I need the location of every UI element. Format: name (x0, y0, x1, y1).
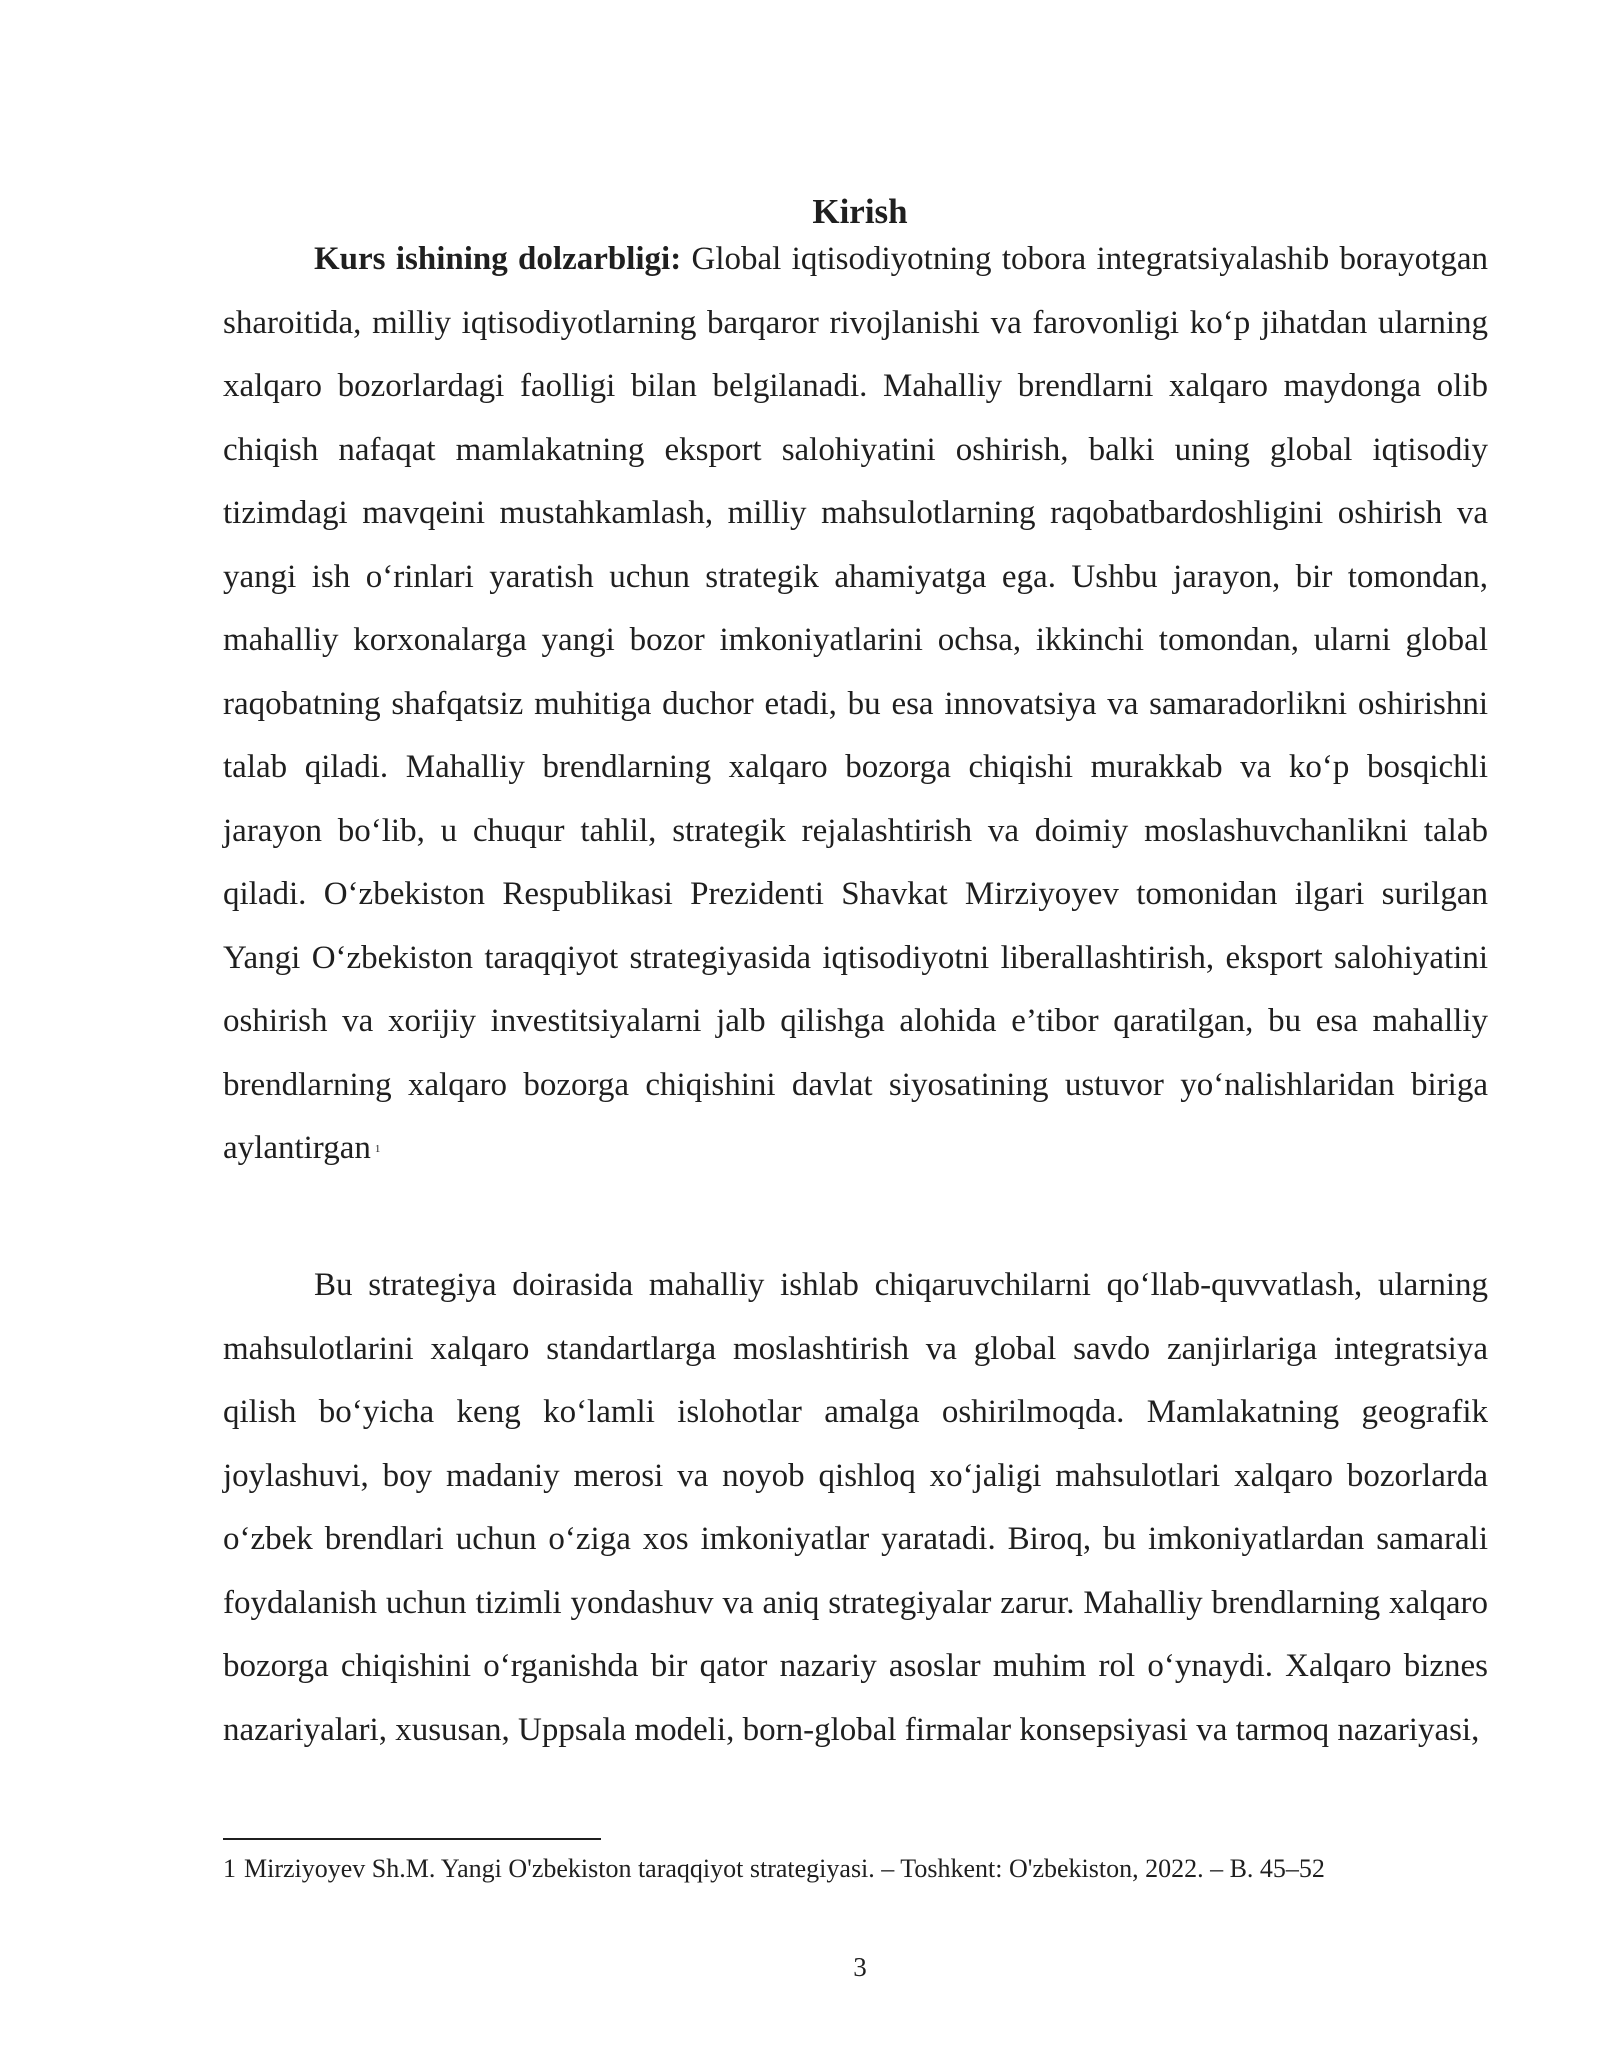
section-heading: Kirish (812, 192, 908, 231)
paragraph-relevance (223, 228, 1488, 1182)
footnote-reference: 1 (374, 1143, 381, 1155)
paragraph-text: Global iqtisodiyotning tobora integratsiyalashib borayotgan sharoitida, milliy iqtisodiyotlarning barqaror rivojlanishi va farovonligi koʻp jihatdan ularning xalqaro bozorlardagi faolligi bilan belgilanadi. Mahalliy brendlarni xalqaro maydonga olib chiqish nafaqat mamlakatning eksport salohiyatini oshirish, balki uning global iqtisodiy tizimdagi mavqeini mustahkamlash, milliy mahsulotlarning raqobatbardoshligini oshirish va yangi ish oʻrinlari yaratish uchun strategik ahamiyatga ega. Ushbu jarayon, bir tomondan, mahalliy korxonalarga yangi bozor imkoniyatlarini ochsa, ikkinchi tomondan, ularni global raqobatning shafqatsiz muhitiga duchor etadi, bu esa innovatsiya va samaradorlikni oshirishni talab qiladi. Mahalliy brendlarning xalqaro bozorga chiqishi murakkab va koʻp bosqichli jarayon boʻlib, u chuqur tahlil, strategik rejalashtirish va doimiy moslashuvchanlikni talab qiladi. Oʻzbekiston Respublikasi Prezidenti Shavkat Mirziyoyev tomonidan ilgari surilgan Yangi Oʻzbekiston taraqqiyot strategiyasida iqtisodiyotni liberallashtirish, eksport salohiyatini oshirish va xorijiy investitsiyalarni jalb qilishga alohida e’tibor qaratilgan, bu esa mahalliy brendlarning xalqaro bozorga chiqishini davlat siyosatining ustuvor yoʻnalishlaridan biriga aylantirgan (223, 241, 1488, 1166)
paragraph-lead-label: Kurs ishining dolzarbligi: (314, 241, 682, 277)
page-number: 3 (853, 1952, 867, 1982)
footnote-number: 1 (223, 1854, 236, 1883)
footnote-separator (223, 1838, 601, 1840)
footnote (223, 1852, 1488, 1886)
paragraph-text: Bu strategiya doirasida mahalliy ishlab chiqaruvchilarni qoʻllab-quvvatlash, ularning mahsulotlarini xalqaro standartlarga moslashtirish va global savdo zanjirlariga integratsiya qilish boʻyicha keng koʻlamli islohotlar amalga oshirilmoqda. Mamlakatning geografik joylashuvi, boy madaniy merosi va noyob qishloq xoʻjaligi mahsulotlari xalqaro bozorlarda oʻzbek brendlari uchun oʻziga xos imkoniyatlar yaratadi. Biroq, bu imkoniyatlardan samarali foydalanish uchun tizimli yondashuv va aniq strategiyalar zarur. Mahalliy brendlarning xalqaro bozorga chiqishini oʻrganishda bir qator nazariy asoslar muhim rol oʻynaydi. Xalqaro biznes nazariyalari, xususan, Uppsala modeli, born-global firmalar konsepsiyasi va tarmoq nazariyasi, (223, 1267, 1488, 1748)
footnote-text: Mirziyoyev Sh.M. Yangi O'zbekiston taraqqiyot strategiyasi. – Toshkent: O'zbekiston, 2022. – B. 45–52 (244, 1854, 1325, 1883)
paragraph-strategy (223, 1254, 1488, 1762)
